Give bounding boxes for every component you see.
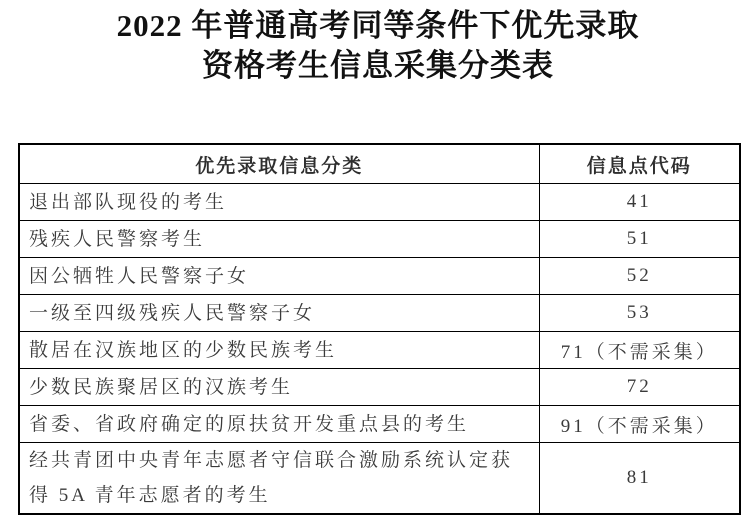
code-cell: 53	[539, 295, 740, 332]
category-cell: 经共青团中央青年志愿者守信联合激励系统认定获得 5A 青年志愿者的考生	[19, 443, 539, 515]
category-cell: 退出部队现役的考生	[19, 184, 539, 221]
table-row	[19, 221, 740, 258]
category-cell: 散居在汉族地区的少数民族考生	[19, 332, 539, 369]
category-cell: 残疾人民警察考生	[19, 221, 539, 258]
code-cell: 41	[539, 184, 740, 221]
column-header-category: 优先录取信息分类	[19, 144, 539, 184]
priority-admission-table	[18, 143, 741, 515]
table-row	[19, 258, 740, 295]
table-row	[19, 184, 740, 221]
code-cell: 71（不需采集）	[539, 332, 740, 369]
column-header-code: 信息点代码	[539, 144, 740, 184]
category-cell: 省委、省政府确定的原扶贫开发重点县的考生	[19, 406, 539, 443]
category-cell: 一级至四级残疾人民警察子女	[19, 295, 539, 332]
code-cell: 52	[539, 258, 740, 295]
page-title-line-1: 2022 年普通高考同等条件下优先录取	[116, 8, 640, 43]
category-cell: 少数民族聚居区的汉族考生	[19, 369, 539, 406]
page-title-line-2: 资格考生信息采集分类表	[202, 48, 554, 83]
table-row	[19, 369, 740, 406]
table-row	[19, 443, 740, 515]
page-title	[0, 6, 756, 86]
code-cell: 81	[539, 443, 740, 515]
table-row	[19, 406, 740, 443]
code-cell: 72	[539, 369, 740, 406]
table-header-row	[19, 144, 740, 184]
table-row	[19, 295, 740, 332]
category-cell: 因公牺牲人民警察子女	[19, 258, 539, 295]
table-row	[19, 332, 740, 369]
code-cell: 91（不需采集）	[539, 406, 740, 443]
code-cell: 51	[539, 221, 740, 258]
